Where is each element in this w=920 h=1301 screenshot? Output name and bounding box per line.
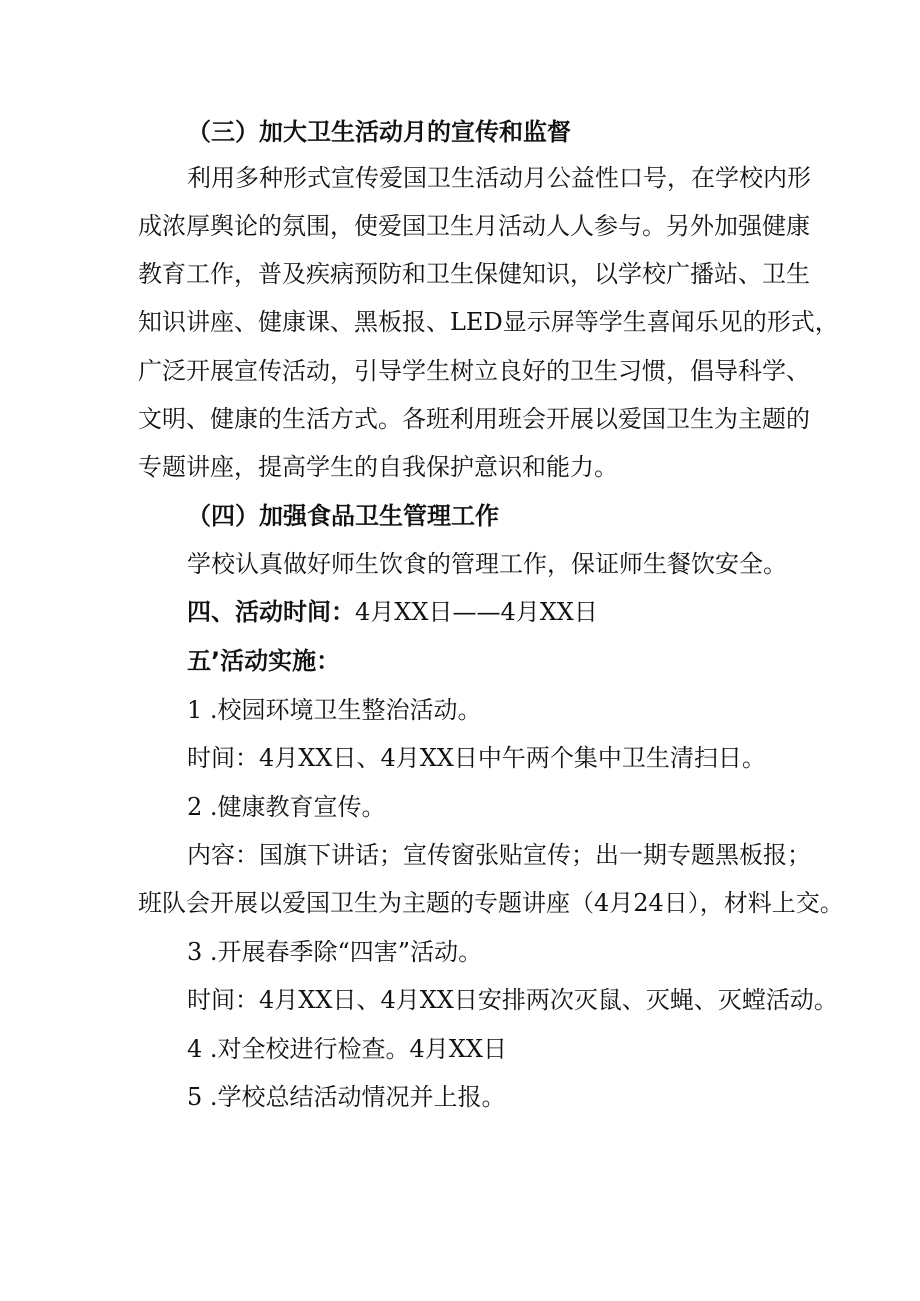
paragraph-line: 专题讲座，提高学生的自我保护意识和能力。 — [138, 453, 618, 481]
list-item: 4 .对全校进行检查。4月XX日 — [187, 1035, 507, 1063]
paragraph-line: 知识讲座、健康课、黑板报、LED显示屏等学生喜闻乐见的形式， — [138, 308, 839, 336]
list-item-detail: 班队会开展以爱国卫生为主题的专题讲座（4月24日），材料上交。 — [138, 889, 844, 917]
list-item-detail: 时间：4月XX日、4月XX日安排两次灭鼠、灭蝇、灭螳活动。 — [187, 986, 838, 1014]
paragraph-line: 文明、健康的生活方式。各班利用班会开展以爱国卫生为主题的 — [138, 405, 810, 433]
implementation-heading: 五’活动实施： — [187, 647, 341, 675]
paragraph-line: 成浓厚舆论的氛围，使爱国卫生月活动人人参与。另外加强健康 — [138, 212, 810, 240]
list-item: 3 .开展春季除“四害”活动。 — [187, 938, 483, 966]
paragraph-line: 广泛开展宣传活动，引导学生树立良好的卫生习惯，倡导科学、 — [138, 357, 810, 385]
list-item: 5 .学校总结活动情况并上报。 — [187, 1083, 506, 1111]
list-item-detail: 内容：国旗下讲话；宣传窗张贴宣传；出一期专题黑板报； — [187, 841, 811, 869]
list-item: 2 .健康教育宣传。 — [187, 793, 386, 821]
list-item: 1 .校园环境卫生整治活动。 — [187, 696, 482, 724]
paragraph-line: 教育工作，普及疾病预防和卫生保健知识，以学校广播站、卫生 — [138, 260, 810, 288]
section-heading-4: （四）加强食品卫生管理工作 — [187, 502, 499, 530]
section-heading-3: （三）加大卫生活动月的宣传和监督 — [187, 118, 571, 146]
list-item-detail: 时间：4月XX日、4月XX日中午两个集中卫生清扫日。 — [187, 744, 766, 772]
activity-time-label: 四、活动时间： — [187, 598, 355, 626]
activity-time-line — [187, 596, 598, 628]
activity-time-value: 4月XX日——4月XX日 — [355, 598, 598, 626]
paragraph-line: 学校认真做好师生饮食的管理工作，保证师生餐饮安全。 — [187, 550, 787, 578]
paragraph-line: 利用多种形式宣传爱国卫生活动月公益性口号，在学校内形 — [187, 164, 811, 192]
